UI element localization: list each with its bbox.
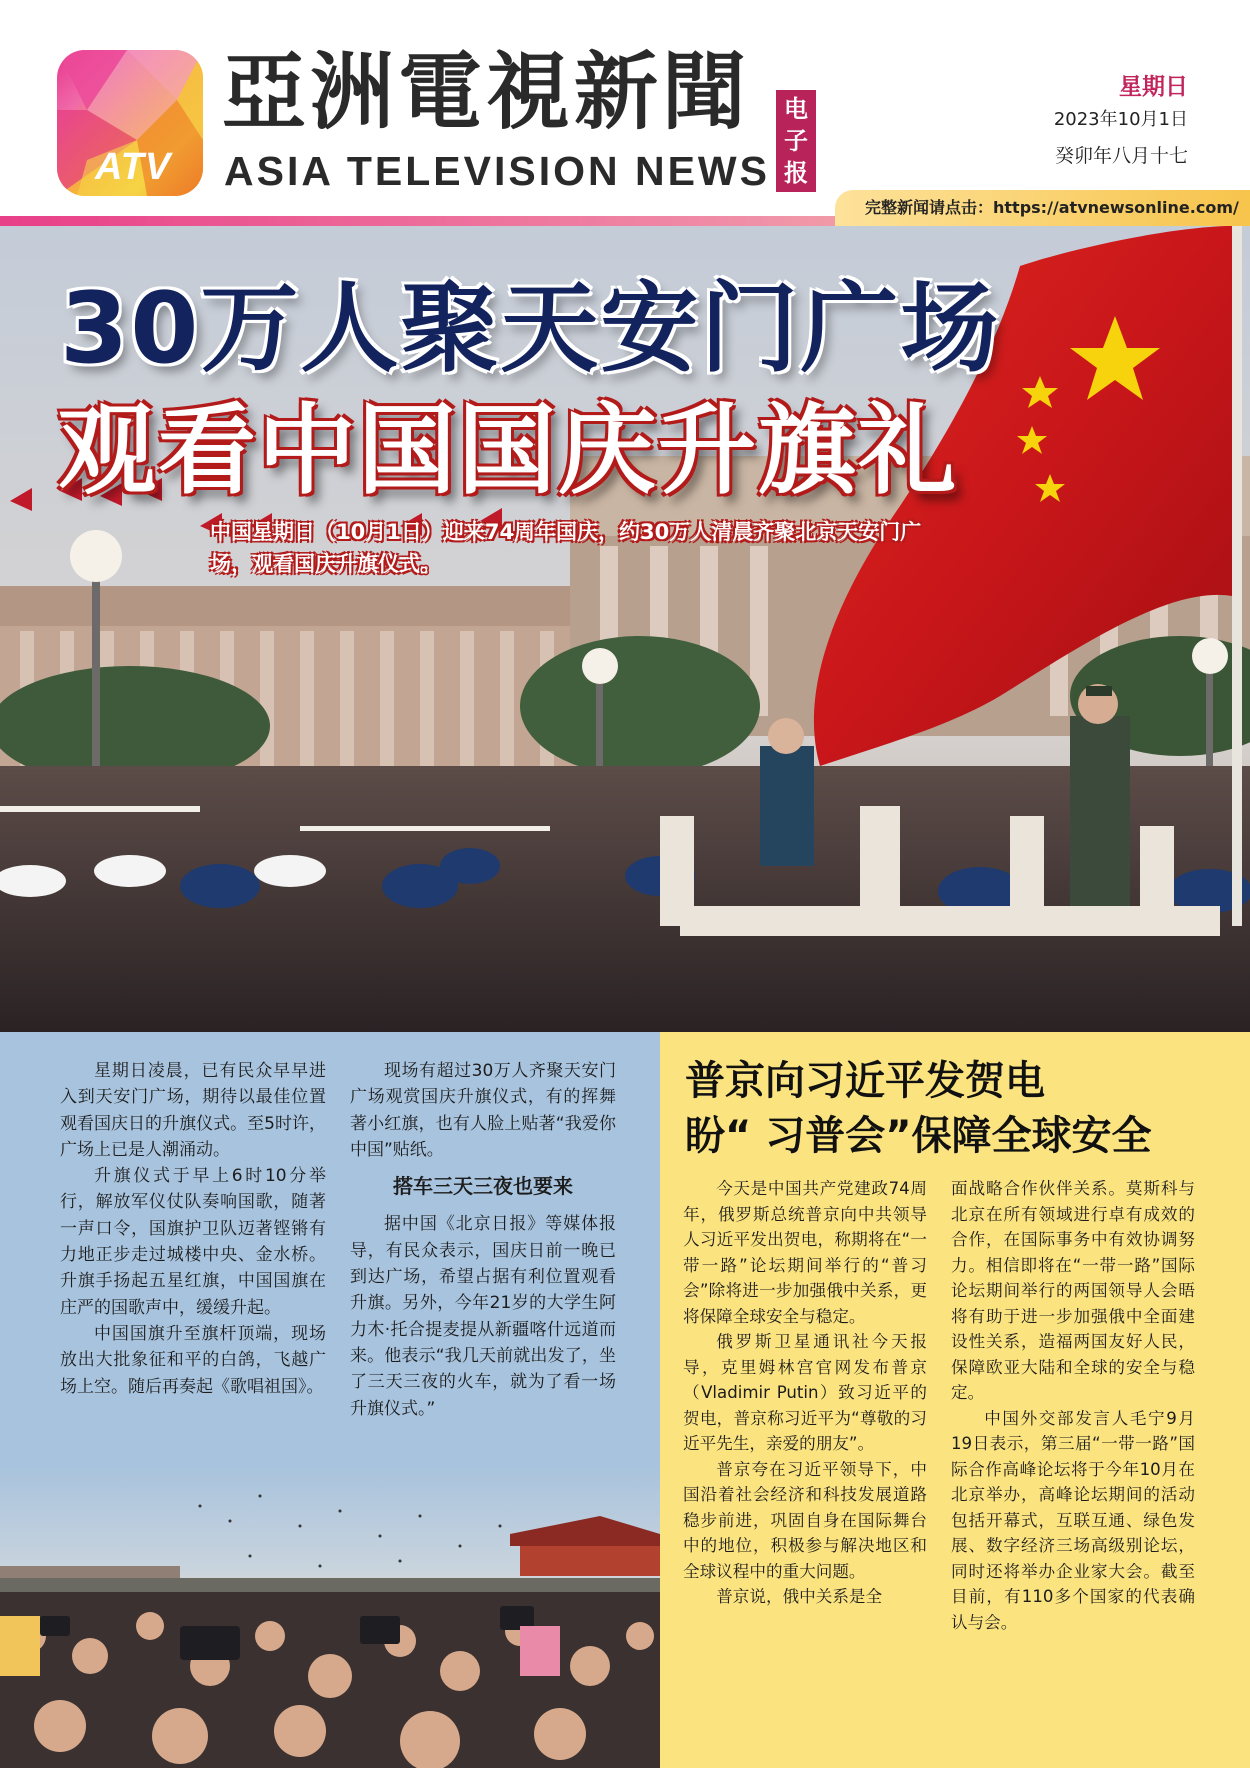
date-box xyxy=(1054,72,1188,171)
putin-article xyxy=(660,1032,1250,1768)
epaper-tag-char: 电 xyxy=(784,95,808,123)
lunar-date: 癸卯年八月十七 xyxy=(1054,145,1188,167)
masthead xyxy=(0,0,1250,225)
paragraph: 普京夸在习近平领导下，中国沿着社会经济和科技发展道路稳步前进，巩固自身在国际舞台中的地位，积极参与解决地区和全球议程中的重大问题。 xyxy=(683,1459,927,1581)
epaper-tag-char: 报 xyxy=(784,159,808,187)
paragraph: 现场有超过30万人齐聚天安门广场观赏国庆升旗仪式，有的挥舞著小红旗，也有人脸上贴著“我爱你中国”贴纸。 xyxy=(350,1061,616,1160)
epaper-tag-char: 子 xyxy=(784,127,808,155)
article-column-1 xyxy=(60,1058,326,1400)
article-column-3 xyxy=(683,1176,927,1610)
paragraph: 俄罗斯卫星通讯社今天报导，克里姆林宫官网发布普京（Vladimir Putin）致习近平的贺电，普京称习近平为“尊敬的习近平先生，亲爱的朋友”。 xyxy=(683,1332,927,1453)
weekday: 星期日 xyxy=(1119,74,1188,100)
paragraph: 中国国旗升至旗杆顶端，现场放出大批象征和平的白鸽，飞越广场上空。随后再奏起《歌唱祖国》。 xyxy=(60,1323,326,1397)
article-title xyxy=(685,1054,1235,1164)
paragraph: 升旗仪式于早上6时10分举行，解放军仪仗队奏响国歌，随著一声口令，国旗护卫队迈著铿锵有力地正步走过城楼中央、金水桥。升旗手扬起五星红旗，中国国旗在庄严的国歌声中，缓缓升起。 xyxy=(60,1166,326,1318)
article-column-2 xyxy=(350,1058,616,1422)
paragraph: 星期日凌晨，已有民众早早进入到天安门广场，期待以最佳位置观看国庆日的升旗仪式。至5时许，广场上已是人潮涌动。 xyxy=(60,1061,326,1160)
main-headline-line2: 观看中国国庆升旗礼 xyxy=(58,394,959,508)
hero-section xyxy=(0,226,1250,1032)
flag-ceremony-article xyxy=(0,1032,660,1768)
hero-lede: 中国星期日（10月1日）迎来74周年国庆，约30万人清晨齐聚北京天安门广场，观看国庆升旗仪式。 xyxy=(210,520,922,576)
paragraph: 普京说，俄中关系是全 xyxy=(716,1587,883,1606)
paragraph: 面战略合作伙伴关系。莫斯科与北京在所有领域进行卓有成效的合作，在国际事务中有效协调努力。相信即将在“一带一路”国际论坛期间举行的两国领导人会晤将有助于进一步加强俄中全面建设性关系，造福两国友好人民，保障欧亚大陆和全球的安全与稳定。 xyxy=(951,1179,1195,1402)
epaper-tag xyxy=(776,90,816,192)
article-title-line1: 普京向习近平发贺电 xyxy=(685,1058,1045,1104)
brand-name-english: ASIA TELEVISION NEWS xyxy=(224,148,770,194)
article-column-4 xyxy=(951,1176,1195,1635)
crowd-photo xyxy=(0,1466,660,1768)
article-subhead: 搭车三天三夜也要来 xyxy=(393,1174,573,1199)
paragraph: 中国外交部发言人毛宁9月19日表示，第三届“一带一路”国际合作高峰论坛将于今年10月在北京举办，高峰论坛期间的活动包括开幕式，互联互通、绿色发展、数字经济三场高级别论坛，同时还将举办企业家大会。截至目前，有110多个国家的代表确认与会。 xyxy=(951,1408,1195,1632)
article-title-line2: 盼“ 习普会”保障全球安全 xyxy=(685,1113,1152,1159)
paragraph: 据中国《北京日报》等媒体报导，有民众表示，国庆日前一晚已到达广场，希望占据有利位置观看升旗。另外，今年21岁的大学生阿力木·托合提麦提从新疆喀什远道而来。他表示“我几天前就出发了，坐了三天三夜的火车，就为了看一场升旗仪式。” xyxy=(350,1214,616,1419)
website-link[interactable]: 完整新闻请点击：https://atvnewsonline.com/ xyxy=(835,190,1250,226)
atv-logo[interactable] xyxy=(57,50,203,196)
gregorian-date: 2023年10月1日 xyxy=(1053,109,1188,130)
brand-name-chinese: 亞洲電視新聞 xyxy=(222,42,751,141)
main-headline-line1: 30万人聚天安门广场 xyxy=(60,272,1001,386)
paragraph: 今天是中国共产党建政74周年，俄罗斯总统普京向中共领导人习近平发出贺电，称期将在“一带一路”论坛期间举行的“普习会”除将进一步加强俄中关系，更将保障全球安全与稳定。 xyxy=(683,1179,927,1326)
logo-text: ATV xyxy=(95,146,172,188)
